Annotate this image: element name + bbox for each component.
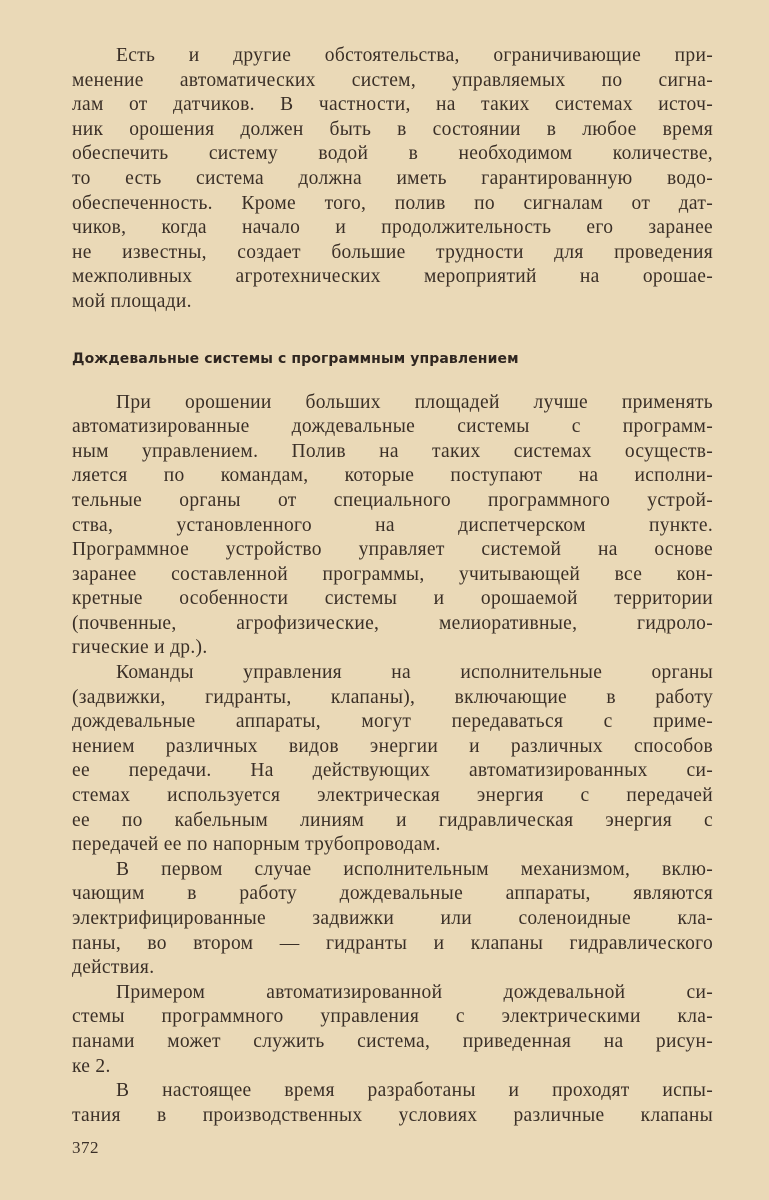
- text-line: ке 2.: [72, 1055, 111, 1077]
- text-line: чиков, когда начало и продолжительность его заранее: [72, 217, 713, 239]
- text-line: При орошении больших площадей лучше применять: [116, 391, 713, 413]
- text-line: менение автоматических систем, управляемых по сигна-: [72, 69, 713, 91]
- text-line: обеспечить систему водой в необходимом количестве,: [72, 143, 713, 165]
- paragraph-3: [72, 661, 713, 858]
- text-line: заранее составленной программы, учитывающей все кон-: [72, 563, 713, 585]
- text-line: (задвижки, гидранты, клапаны), включающие в работу: [72, 686, 713, 708]
- text-line: не известны, создает большие трудности для проведения: [72, 241, 713, 263]
- text-line: стемы программного управления с электрическими кла-: [72, 1006, 713, 1028]
- text-line: кретные особенности системы и орошаемой территории: [72, 588, 713, 610]
- text-line: межполивных агротехнических мероприятий на орошае-: [72, 266, 713, 288]
- text-line: действия.: [72, 957, 155, 979]
- text-line: Команды управления на исполнительные органы: [116, 662, 713, 684]
- text-line: дождевальные аппараты, могут передаваться с приме-: [72, 711, 713, 733]
- text-line: Есть и другие обстоятельства, ограничивающие при-: [116, 45, 713, 66]
- page-number: 372: [72, 1138, 99, 1157]
- text-line: ляется по командам, которые поступают на исполни-: [72, 465, 713, 487]
- paragraph-1: [72, 44, 713, 315]
- text-line: В первом случае исполнительным механизмом, вклю-: [116, 858, 713, 880]
- paragraph-4: [72, 858, 713, 981]
- text-line: панами может служить система, приведенная на рисун-: [72, 1030, 713, 1052]
- text-line: Примером автоматизированной дождевальной си-: [116, 981, 713, 1003]
- text-line: В настоящее время разработаны и проходят испы-: [116, 1080, 713, 1102]
- text-line: тания в производственных условиях различные клапаны: [72, 1104, 713, 1126]
- text-line: ства, установленного на диспетчерском пункте.: [72, 514, 713, 536]
- text-line: лам от датчиков. В частности, на таких системах источ-: [72, 94, 713, 116]
- text-line: Программное устройство управляет системой на основе: [72, 539, 713, 561]
- text-line: ным управлением. Полив на таких системах осуществ-: [72, 440, 713, 462]
- paragraph-6: [72, 1079, 713, 1128]
- text-line: передачей ее по напорным трубопроводам.: [72, 834, 441, 856]
- text-line: обеспеченность. Кроме того, полив по сигналам от дат-: [72, 192, 713, 214]
- text-line: стемах используется электрическая энергия с передачей: [72, 785, 713, 807]
- text-line: паны, во втором — гидранты и клапаны гидравлического: [72, 932, 713, 954]
- text-line: мой площади.: [72, 290, 192, 312]
- text-line: ее передачи. На действующих автоматизированных си-: [72, 760, 713, 782]
- text-line: гические и др.).: [72, 637, 208, 659]
- text-line: ее по кабельным линиям и гидравлическая энергия с: [72, 809, 713, 831]
- paragraph-2: [72, 391, 713, 662]
- text-line: автоматизированные дождевальные системы с программ-: [72, 416, 713, 438]
- text-line: нением различных видов энергии и различных способов: [72, 735, 713, 757]
- text-line: (почвенные, агрофизические, мелиоративные, гидроло-: [72, 612, 713, 634]
- text-line: электрифицированные задвижки или соленоидные кла-: [72, 908, 713, 929]
- text-line: чающим в работу дождевальные аппараты, являются: [72, 883, 713, 905]
- text-line: ник орошения должен быть в состоянии в любое время: [72, 118, 713, 140]
- text-line: тельные органы от специального программного устрой-: [72, 489, 713, 511]
- text-line: то есть система должна иметь гарантированную водо-: [72, 167, 713, 189]
- paragraph-5: [72, 981, 713, 1079]
- section-heading: Дождевальные системы с программным управлением: [72, 350, 519, 367]
